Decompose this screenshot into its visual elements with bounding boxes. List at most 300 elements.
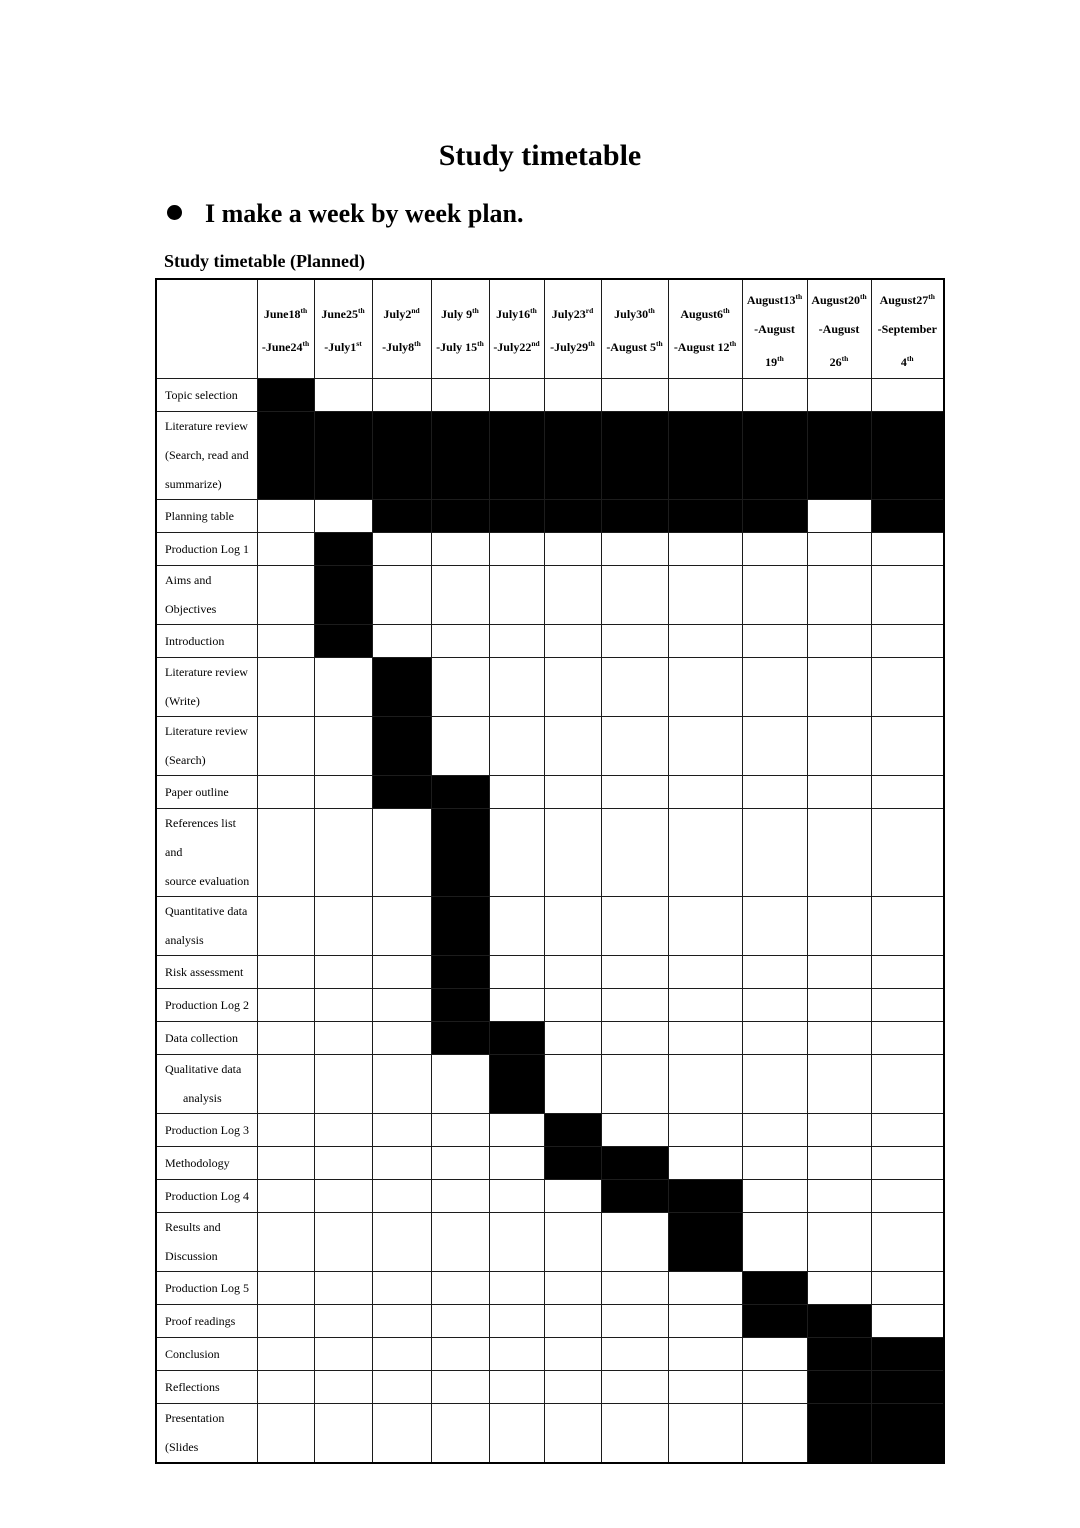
gantt-cell-empty [372, 956, 431, 989]
task-label-line: Production Log 3 [165, 1122, 249, 1137]
gantt-cell-filled [544, 1114, 601, 1147]
gantt-cell-empty [489, 1371, 544, 1404]
gantt-cell-empty [544, 1022, 601, 1055]
gantt-cell-empty [668, 379, 742, 412]
gantt-cell-empty [668, 625, 742, 658]
gantt-cell-empty [257, 1055, 314, 1114]
week-header-line [669, 329, 742, 362]
gantt-cell-filled [668, 1213, 742, 1272]
week-header-line [743, 344, 807, 377]
gantt-cell-empty [257, 1022, 314, 1055]
task-row [156, 956, 944, 989]
gantt-cell-empty [871, 1305, 944, 1338]
task-row [156, 412, 944, 500]
gantt-cell-empty [601, 809, 668, 897]
gantt-cell-empty [431, 1338, 489, 1371]
week-header-cell [257, 279, 314, 379]
gantt-cell-empty [372, 897, 431, 956]
gantt-cell-empty [668, 717, 742, 776]
date-text: 26 [829, 354, 842, 369]
gantt-cell-empty [871, 1180, 944, 1213]
gantt-cell-empty [871, 1055, 944, 1114]
gantt-cell-empty [314, 500, 372, 533]
date-text: July23 [551, 307, 586, 321]
task-label [156, 412, 257, 500]
task-label [156, 897, 257, 956]
gantt-cell-empty [871, 717, 944, 776]
date-text: 4 [900, 354, 907, 369]
gantt-cell-empty [314, 1114, 372, 1147]
gantt-cell-filled [807, 412, 871, 500]
gantt-cell-empty [257, 776, 314, 809]
week-header-cell [807, 279, 871, 379]
gantt-cell-filled [372, 776, 431, 809]
gantt-cell-empty [807, 1272, 871, 1305]
gantt-cell-filled [314, 625, 372, 658]
gantt-cell-empty [601, 1371, 668, 1404]
gantt-cell-empty [742, 776, 807, 809]
gantt-cell-empty [489, 1404, 544, 1464]
task-label-line: Quantitative data [165, 904, 248, 918]
gantt-cell-empty [314, 658, 372, 717]
gantt-cell-filled [431, 1022, 489, 1055]
task-label [156, 1022, 257, 1055]
gantt-cell-empty [601, 776, 668, 809]
gantt-cell-filled [871, 1371, 944, 1404]
gantt-cell-empty [668, 776, 742, 809]
date-text: -July22 [493, 340, 532, 354]
date-text: 19 [765, 354, 778, 369]
gantt-cell-empty [489, 1147, 544, 1180]
ordinal-superscript: th [777, 353, 784, 363]
task-label-line: Production Log 1 [165, 541, 249, 556]
gantt-cell-empty [314, 379, 372, 412]
ordinal-superscript: th [358, 306, 365, 315]
gantt-cell-empty [489, 1114, 544, 1147]
week-header-line [315, 296, 372, 329]
date-text: -August 5 [606, 340, 656, 354]
gantt-cell-empty [742, 533, 807, 566]
gantt-cell-empty [489, 1338, 544, 1371]
gantt-cell-empty [742, 1338, 807, 1371]
gantt-cell-empty [871, 1213, 944, 1272]
gantt-cell-empty [372, 625, 431, 658]
task-row [156, 533, 944, 566]
week-header-line [258, 296, 314, 329]
gantt-cell-empty [807, 625, 871, 658]
gantt-cell-empty [372, 1147, 431, 1180]
gantt-cell-empty [742, 1022, 807, 1055]
bullet-icon [167, 205, 182, 220]
gantt-cell-empty [668, 1022, 742, 1055]
gantt-cell-filled [544, 1147, 601, 1180]
ordinal-superscript: th [588, 339, 595, 348]
task-row [156, 1022, 944, 1055]
gantt-cell-empty [871, 956, 944, 989]
task-row [156, 1180, 944, 1213]
task-row [156, 1147, 944, 1180]
gantt-cell-empty [314, 1404, 372, 1464]
ordinal-superscript: th [928, 291, 935, 301]
gantt-cell-empty [431, 717, 489, 776]
gantt-cell-empty [372, 1305, 431, 1338]
bullet-text: I make a week by week plan. [205, 199, 524, 228]
task-row [156, 379, 944, 412]
gantt-cell-empty [807, 1055, 871, 1114]
date-text: -September [877, 321, 937, 336]
gantt-cell-filled [314, 412, 372, 500]
week-header-line [545, 329, 601, 362]
week-header-cell [544, 279, 601, 379]
week-header-line [872, 282, 944, 315]
task-label [156, 956, 257, 989]
task-row [156, 989, 944, 1022]
task-label-line: Conclusion [165, 1346, 220, 1361]
table-caption: Study timetable (Planned) [164, 251, 366, 271]
date-text: July 9 [441, 307, 473, 321]
date-text: August13 [746, 292, 796, 307]
gantt-cell-empty [544, 717, 601, 776]
task-label-line: Results and [165, 1220, 221, 1234]
gantt-cell-empty [489, 379, 544, 412]
gantt-cell-filled [431, 500, 489, 533]
gantt-cell-empty [257, 625, 314, 658]
ordinal-superscript: th [841, 353, 849, 363]
gantt-cell-empty [544, 989, 601, 1022]
gantt-cell-filled [489, 500, 544, 533]
task-row [156, 1272, 944, 1305]
gantt-cell-filled [372, 717, 431, 776]
task-row [156, 809, 944, 897]
gantt-cell-empty [742, 566, 807, 625]
task-label-line: Production Log 2 [165, 997, 249, 1012]
gantt-cell-empty [807, 566, 871, 625]
gantt-cell-empty [372, 989, 431, 1022]
gantt-cell-empty [871, 658, 944, 717]
gantt-cell-empty [257, 897, 314, 956]
task-row [156, 658, 944, 717]
date-text: August20 [811, 292, 860, 307]
gantt-cell-empty [742, 1114, 807, 1147]
gantt-cell-empty [668, 809, 742, 897]
gantt-cell-empty [742, 1147, 807, 1180]
gantt-cell-empty [431, 1114, 489, 1147]
gantt-cell-empty [431, 1272, 489, 1305]
gantt-cell-empty [807, 717, 871, 776]
date-text: -July8 [382, 340, 415, 354]
gantt-cell-filled [742, 500, 807, 533]
gantt-cell-empty [742, 897, 807, 956]
date-text: -June24 [261, 340, 303, 354]
gantt-cell-empty [372, 566, 431, 625]
gantt-cell-empty [489, 625, 544, 658]
gantt-cell-empty [314, 1338, 372, 1371]
week-header-line [602, 329, 668, 362]
gantt-cell-empty [807, 809, 871, 897]
gantt-cell-empty [431, 1371, 489, 1404]
gantt-cell-empty [372, 1272, 431, 1305]
gantt-cell-empty [431, 533, 489, 566]
gantt-cell-filled [431, 897, 489, 956]
gantt-cell-filled [372, 500, 431, 533]
bullet-item [167, 199, 524, 229]
gantt-cell-empty [601, 625, 668, 658]
gantt-cell-empty [601, 1404, 668, 1464]
week-header-cell [871, 279, 944, 379]
gantt-cell-empty [257, 1213, 314, 1272]
task-row [156, 1213, 944, 1272]
gantt-cell-empty [372, 809, 431, 897]
task-label-line: Literature review [165, 419, 248, 433]
gantt-cell-empty [544, 1213, 601, 1272]
week-header-line [432, 296, 489, 329]
gantt-cell-empty [431, 1404, 489, 1464]
week-header-cell [742, 279, 807, 379]
task-row [156, 1055, 944, 1114]
gantt-cell-empty [601, 379, 668, 412]
ordinal-superscript: nd [531, 339, 540, 348]
task-label-line: Topic selection [165, 387, 238, 402]
ordinal-superscript: th [302, 339, 310, 348]
gantt-cell-empty [431, 625, 489, 658]
gantt-cell-empty [257, 500, 314, 533]
task-label-line: Introduction [165, 633, 225, 648]
ordinal-superscript: th [414, 339, 421, 348]
task-label-line: Literature review [165, 724, 248, 738]
task-label [156, 1404, 257, 1464]
task-row [156, 1404, 944, 1464]
gantt-cell-filled [601, 500, 668, 533]
week-header-cell [601, 279, 668, 379]
gantt-cell-empty [431, 658, 489, 717]
gantt-cell-empty [742, 809, 807, 897]
week-header-line [545, 296, 601, 329]
task-row [156, 1114, 944, 1147]
gantt-cell-filled [807, 1404, 871, 1464]
task-label-line: Planning table [165, 508, 234, 523]
task-label-line: (Search, read and [165, 448, 249, 462]
task-row [156, 1305, 944, 1338]
gantt-cell-empty [489, 566, 544, 625]
gantt-cell-empty [372, 1114, 431, 1147]
ordinal-superscript: th [477, 339, 484, 348]
task-label-line: Presentation (Slides [165, 1411, 228, 1454]
week-header-line [743, 282, 807, 315]
task-label [156, 566, 257, 625]
gantt-cell-empty [668, 1114, 742, 1147]
task-row [156, 625, 944, 658]
task-label-line: (Search) [165, 753, 206, 767]
week-header-cell [489, 279, 544, 379]
task-row [156, 897, 944, 956]
ordinal-superscript: th [860, 291, 867, 301]
gantt-cell-filled [489, 1022, 544, 1055]
gantt-cell-empty [601, 1055, 668, 1114]
gantt-cell-filled [489, 412, 544, 500]
gantt-cell-empty [489, 776, 544, 809]
task-row [156, 776, 944, 809]
week-header-row [156, 279, 944, 379]
gantt-cell-empty [257, 989, 314, 1022]
gantt-cell-empty [807, 533, 871, 566]
gantt-cell-empty [314, 1213, 372, 1272]
ordinal-superscript: rd [585, 306, 594, 315]
gantt-cell-filled [807, 1338, 871, 1371]
ordinal-superscript: th [795, 291, 803, 301]
week-header-cell [668, 279, 742, 379]
task-label-line: Discussion [165, 1249, 218, 1263]
task-label-line: analysis [165, 933, 204, 947]
gantt-cell-filled [668, 1180, 742, 1213]
task-label [156, 379, 257, 412]
week-header-line [490, 296, 544, 329]
task-label [156, 533, 257, 566]
gantt-cell-empty [742, 625, 807, 658]
gantt-cell-empty [601, 989, 668, 1022]
gantt-cell-empty [372, 1213, 431, 1272]
gantt-cell-empty [871, 1114, 944, 1147]
gantt-cell-empty [257, 956, 314, 989]
gantt-cell-empty [601, 897, 668, 956]
week-header-line [373, 296, 431, 329]
gantt-cell-empty [489, 717, 544, 776]
gantt-cell-empty [871, 1147, 944, 1180]
gantt-cell-filled [372, 412, 431, 500]
gantt-cell-empty [807, 1022, 871, 1055]
gantt-cell-empty [871, 1022, 944, 1055]
gantt-cell-empty [257, 658, 314, 717]
gantt-cell-empty [742, 1180, 807, 1213]
gantt-cell-empty [257, 1272, 314, 1305]
gantt-cell-empty [871, 809, 944, 897]
gantt-cell-empty [372, 1022, 431, 1055]
gantt-cell-empty [489, 989, 544, 1022]
task-label [156, 1180, 257, 1213]
date-text: -July1 [324, 340, 357, 354]
week-header-cell [314, 279, 372, 379]
week-header-line [490, 329, 544, 362]
week-header-line [743, 315, 807, 344]
gantt-cell-empty [807, 1147, 871, 1180]
task-label-line: (Write) [165, 694, 200, 708]
gantt-cell-empty [807, 500, 871, 533]
gantt-cell-empty [431, 1147, 489, 1180]
task-label-line: Data collection [165, 1030, 238, 1045]
gantt-cell-filled [871, 1338, 944, 1371]
gantt-cell-empty [544, 1055, 601, 1114]
task-label [156, 989, 257, 1022]
ordinal-superscript: th [906, 353, 914, 363]
gantt-cell-empty [314, 989, 372, 1022]
date-text: July2 [383, 307, 412, 321]
gantt-cell-empty [314, 717, 372, 776]
gantt-cell-empty [601, 1114, 668, 1147]
gantt-cell-empty [257, 809, 314, 897]
gantt-cell-empty [601, 1213, 668, 1272]
gantt-cell-empty [372, 1338, 431, 1371]
gantt-cell-empty [431, 1305, 489, 1338]
gantt-cell-empty [742, 1055, 807, 1114]
gantt-cell-empty [544, 776, 601, 809]
task-row [156, 717, 944, 776]
task-label [156, 717, 257, 776]
gantt-cell-empty [871, 1272, 944, 1305]
task-label-line: Reflections [165, 1379, 220, 1394]
gantt-cell-empty [871, 776, 944, 809]
gantt-cell-empty [601, 658, 668, 717]
gantt-cell-filled [431, 776, 489, 809]
gantt-cell-empty [431, 1180, 489, 1213]
gantt-cell-empty [544, 809, 601, 897]
gantt-cell-empty [257, 717, 314, 776]
gantt-cell-filled [871, 1404, 944, 1464]
task-label-line: Production Log 5 [165, 1280, 249, 1295]
gantt-cell-filled [431, 412, 489, 500]
task-label-line: Proof readings [165, 1313, 236, 1328]
task-label [156, 1371, 257, 1404]
gantt-cell-empty [544, 956, 601, 989]
gantt-cell-empty [668, 1055, 742, 1114]
gantt-cell-empty [871, 379, 944, 412]
ordinal-superscript: th [729, 339, 737, 348]
week-header-line [872, 315, 944, 344]
ordinal-superscript: th [656, 339, 663, 348]
gantt-cell-empty [544, 533, 601, 566]
gantt-cell-empty [489, 658, 544, 717]
ordinal-superscript: st [356, 339, 362, 348]
gantt-cell-empty [871, 625, 944, 658]
gantt-cell-empty [489, 1180, 544, 1213]
gantt-cell-empty [257, 1114, 314, 1147]
gantt-cell-empty [807, 776, 871, 809]
gantt-cell-empty [314, 1147, 372, 1180]
date-text: -July29 [550, 340, 589, 354]
gantt-cell-empty [544, 1272, 601, 1305]
gantt-cell-filled [372, 658, 431, 717]
gantt-cell-empty [257, 1305, 314, 1338]
gantt-cell-empty [668, 1272, 742, 1305]
gantt-cell-empty [601, 1305, 668, 1338]
gantt-cell-empty [668, 956, 742, 989]
gantt-cell-empty [544, 625, 601, 658]
gantt-cell-empty [257, 533, 314, 566]
gantt-cell-empty [489, 1213, 544, 1272]
gantt-cell-empty [807, 379, 871, 412]
gantt-cell-empty [544, 566, 601, 625]
gantt-cell-empty [257, 1180, 314, 1213]
gantt-cell-empty [807, 897, 871, 956]
gantt-cell-empty [544, 1180, 601, 1213]
task-label-line: Paper outline [165, 784, 229, 799]
gantt-cell-empty [314, 897, 372, 956]
gantt-cell-empty [314, 1022, 372, 1055]
week-header-line [808, 344, 871, 377]
gantt-cell-filled [742, 1272, 807, 1305]
gantt-cell-filled [668, 412, 742, 500]
gantt-cell-empty [372, 1055, 431, 1114]
gantt-cell-empty [314, 1371, 372, 1404]
gantt-cell-empty [257, 1147, 314, 1180]
gantt-cell-empty [431, 566, 489, 625]
task-label [156, 658, 257, 717]
gantt-cell-empty [742, 1213, 807, 1272]
gantt-cell-empty [544, 1305, 601, 1338]
gantt-cell-filled [431, 956, 489, 989]
gantt-cell-empty [742, 379, 807, 412]
gantt-cell-empty [742, 956, 807, 989]
gantt-cell-empty [314, 1180, 372, 1213]
gantt-cell-empty [314, 1305, 372, 1338]
